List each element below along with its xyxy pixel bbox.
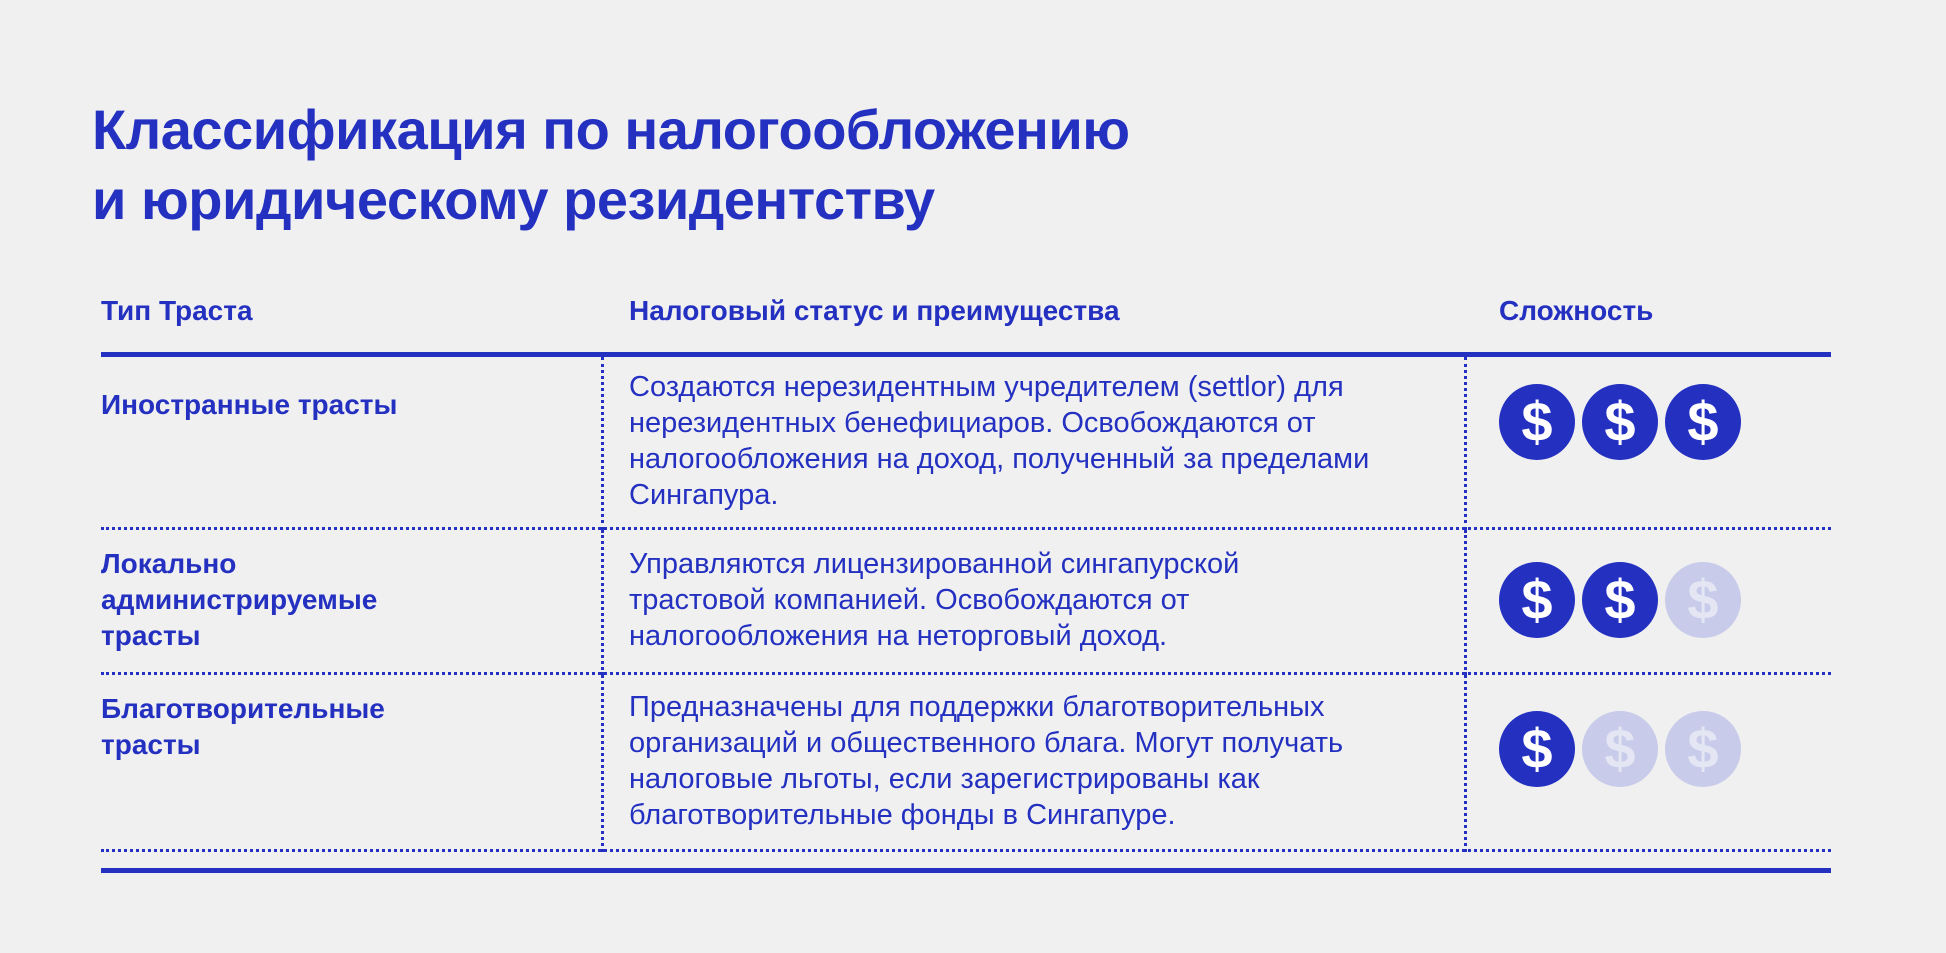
dollar-coin-icon: $	[1499, 711, 1575, 787]
trust-type-line: Локально	[101, 548, 237, 579]
tax-status-line: Управляются лицензированной сингапурской	[629, 548, 1240, 580]
trust-type-line: Иностранные трасты	[101, 389, 398, 420]
tax-status-line: организаций и общественного блага. Могут получать	[629, 727, 1344, 759]
table-bottom-rule	[101, 868, 1831, 873]
column-divider	[1464, 675, 1467, 852]
tax-status-line: благотворительные фонды в Сингапуре.	[629, 799, 1176, 831]
title-line: и юридическому резидентству	[92, 168, 935, 231]
trust-type	[101, 530, 501, 654]
trust-type-line: Благотворительные	[101, 693, 385, 724]
tax-status-line: Создаются нерезидентным учредителем (settlor) для	[629, 371, 1344, 403]
trust-type-line: трасты	[101, 620, 201, 651]
dollar-coin-icon: $	[1582, 711, 1658, 787]
dollar-coin-icon: $	[1665, 562, 1741, 638]
complexity-rating	[1499, 711, 1819, 787]
table-row	[101, 357, 1831, 530]
column-header-type: Тип Траста	[101, 295, 253, 326]
tax-status-line: трастовой компанией. Освобождаются от	[629, 584, 1190, 616]
dollar-coin-icon: $	[1582, 562, 1658, 638]
tax-status	[629, 357, 1449, 513]
tax-status	[629, 675, 1449, 833]
tax-status-line: налогообложения на неторговый доход.	[629, 620, 1168, 652]
complexity-rating	[1499, 384, 1819, 460]
dollar-coin-icon: $	[1665, 711, 1741, 787]
column-divider	[601, 530, 604, 675]
dollar-coin-icon: $	[1499, 384, 1575, 460]
tax-status-line: нерезидентных бенефициаров. Освобождаются от	[629, 407, 1316, 439]
table-row	[101, 530, 1831, 675]
column-header-status: Налоговый статус и преимущества	[629, 295, 1120, 326]
trust-type-line: администрируемые	[101, 584, 378, 615]
tax-status-line: налоговые льготы, если зарегистрированы как	[629, 763, 1260, 795]
page-title	[92, 95, 1130, 235]
tax-status-line: налогообложения на доход, полученный за пределами	[629, 443, 1370, 475]
title-line: Классификация по налогообложению	[92, 98, 1130, 161]
column-divider	[1464, 530, 1467, 675]
column-divider	[1464, 357, 1467, 530]
tax-status-line: Предназначены для поддержки благотворительных	[629, 691, 1325, 723]
tax-status	[629, 530, 1449, 654]
complexity-rating	[1499, 562, 1819, 638]
trust-type-line: трасты	[101, 729, 201, 760]
trust-classification-table	[101, 280, 1831, 852]
trust-type	[101, 357, 501, 423]
table-row	[101, 675, 1831, 852]
column-divider	[601, 357, 604, 530]
dollar-coin-icon: $	[1499, 562, 1575, 638]
column-header-complexity: Сложность	[1499, 295, 1654, 326]
dollar-coin-icon: $	[1582, 384, 1658, 460]
table-header	[101, 280, 1831, 357]
column-divider	[601, 675, 604, 852]
dollar-coin-icon: $	[1665, 384, 1741, 460]
tax-status-line: Сингапура.	[629, 479, 779, 511]
trust-type	[101, 675, 501, 763]
